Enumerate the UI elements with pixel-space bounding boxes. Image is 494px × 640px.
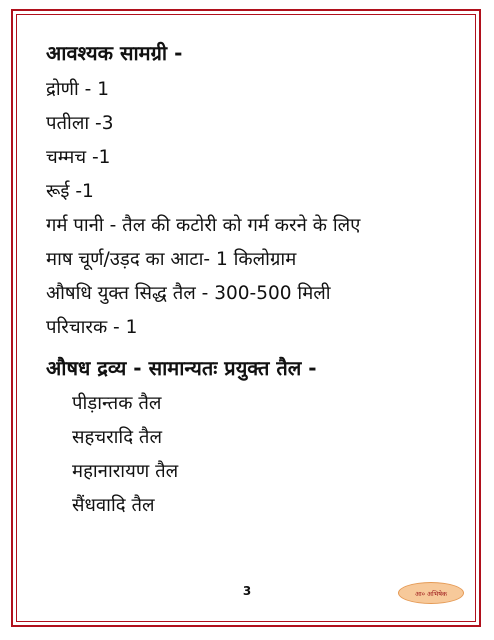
list-item: महानारायण तैल — [72, 461, 179, 482]
list-item: माष चूर्ण/उड़द का आटा- 1 किलोग्राम — [46, 249, 297, 270]
drugs-heading: औषध द्रव्य - सामान्यतः प्रयुक्त तैल - — [46, 356, 317, 380]
stamp-label: आ० अभिषेक — [414, 589, 448, 598]
list-item: गर्म पानी - तैल की कटोरी को गर्म करने के लिए — [46, 215, 361, 236]
author-stamp — [398, 582, 464, 604]
list-item: परिचारक - 1 — [46, 317, 138, 338]
materials-heading: आवश्यक सामग्री - — [46, 41, 183, 65]
materials-list — [46, 73, 466, 345]
oils-list — [46, 387, 466, 523]
list-item: रूई -1 — [46, 181, 94, 202]
list-item: सैंधवादि तैल — [72, 495, 155, 516]
page-content — [46, 40, 466, 523]
list-item: औषधि युक्त सिद्ध तैल - 300-500 मिली — [46, 283, 331, 304]
list-item: चम्मच -1 — [46, 147, 111, 168]
list-item: पीड़ान्तक तैल — [72, 393, 162, 414]
list-item: सहचरादि तैल — [72, 427, 163, 448]
page-number: 3 — [242, 584, 252, 598]
list-item: पतीला -3 — [46, 113, 114, 134]
list-item: द्रोणी - 1 — [46, 79, 109, 100]
